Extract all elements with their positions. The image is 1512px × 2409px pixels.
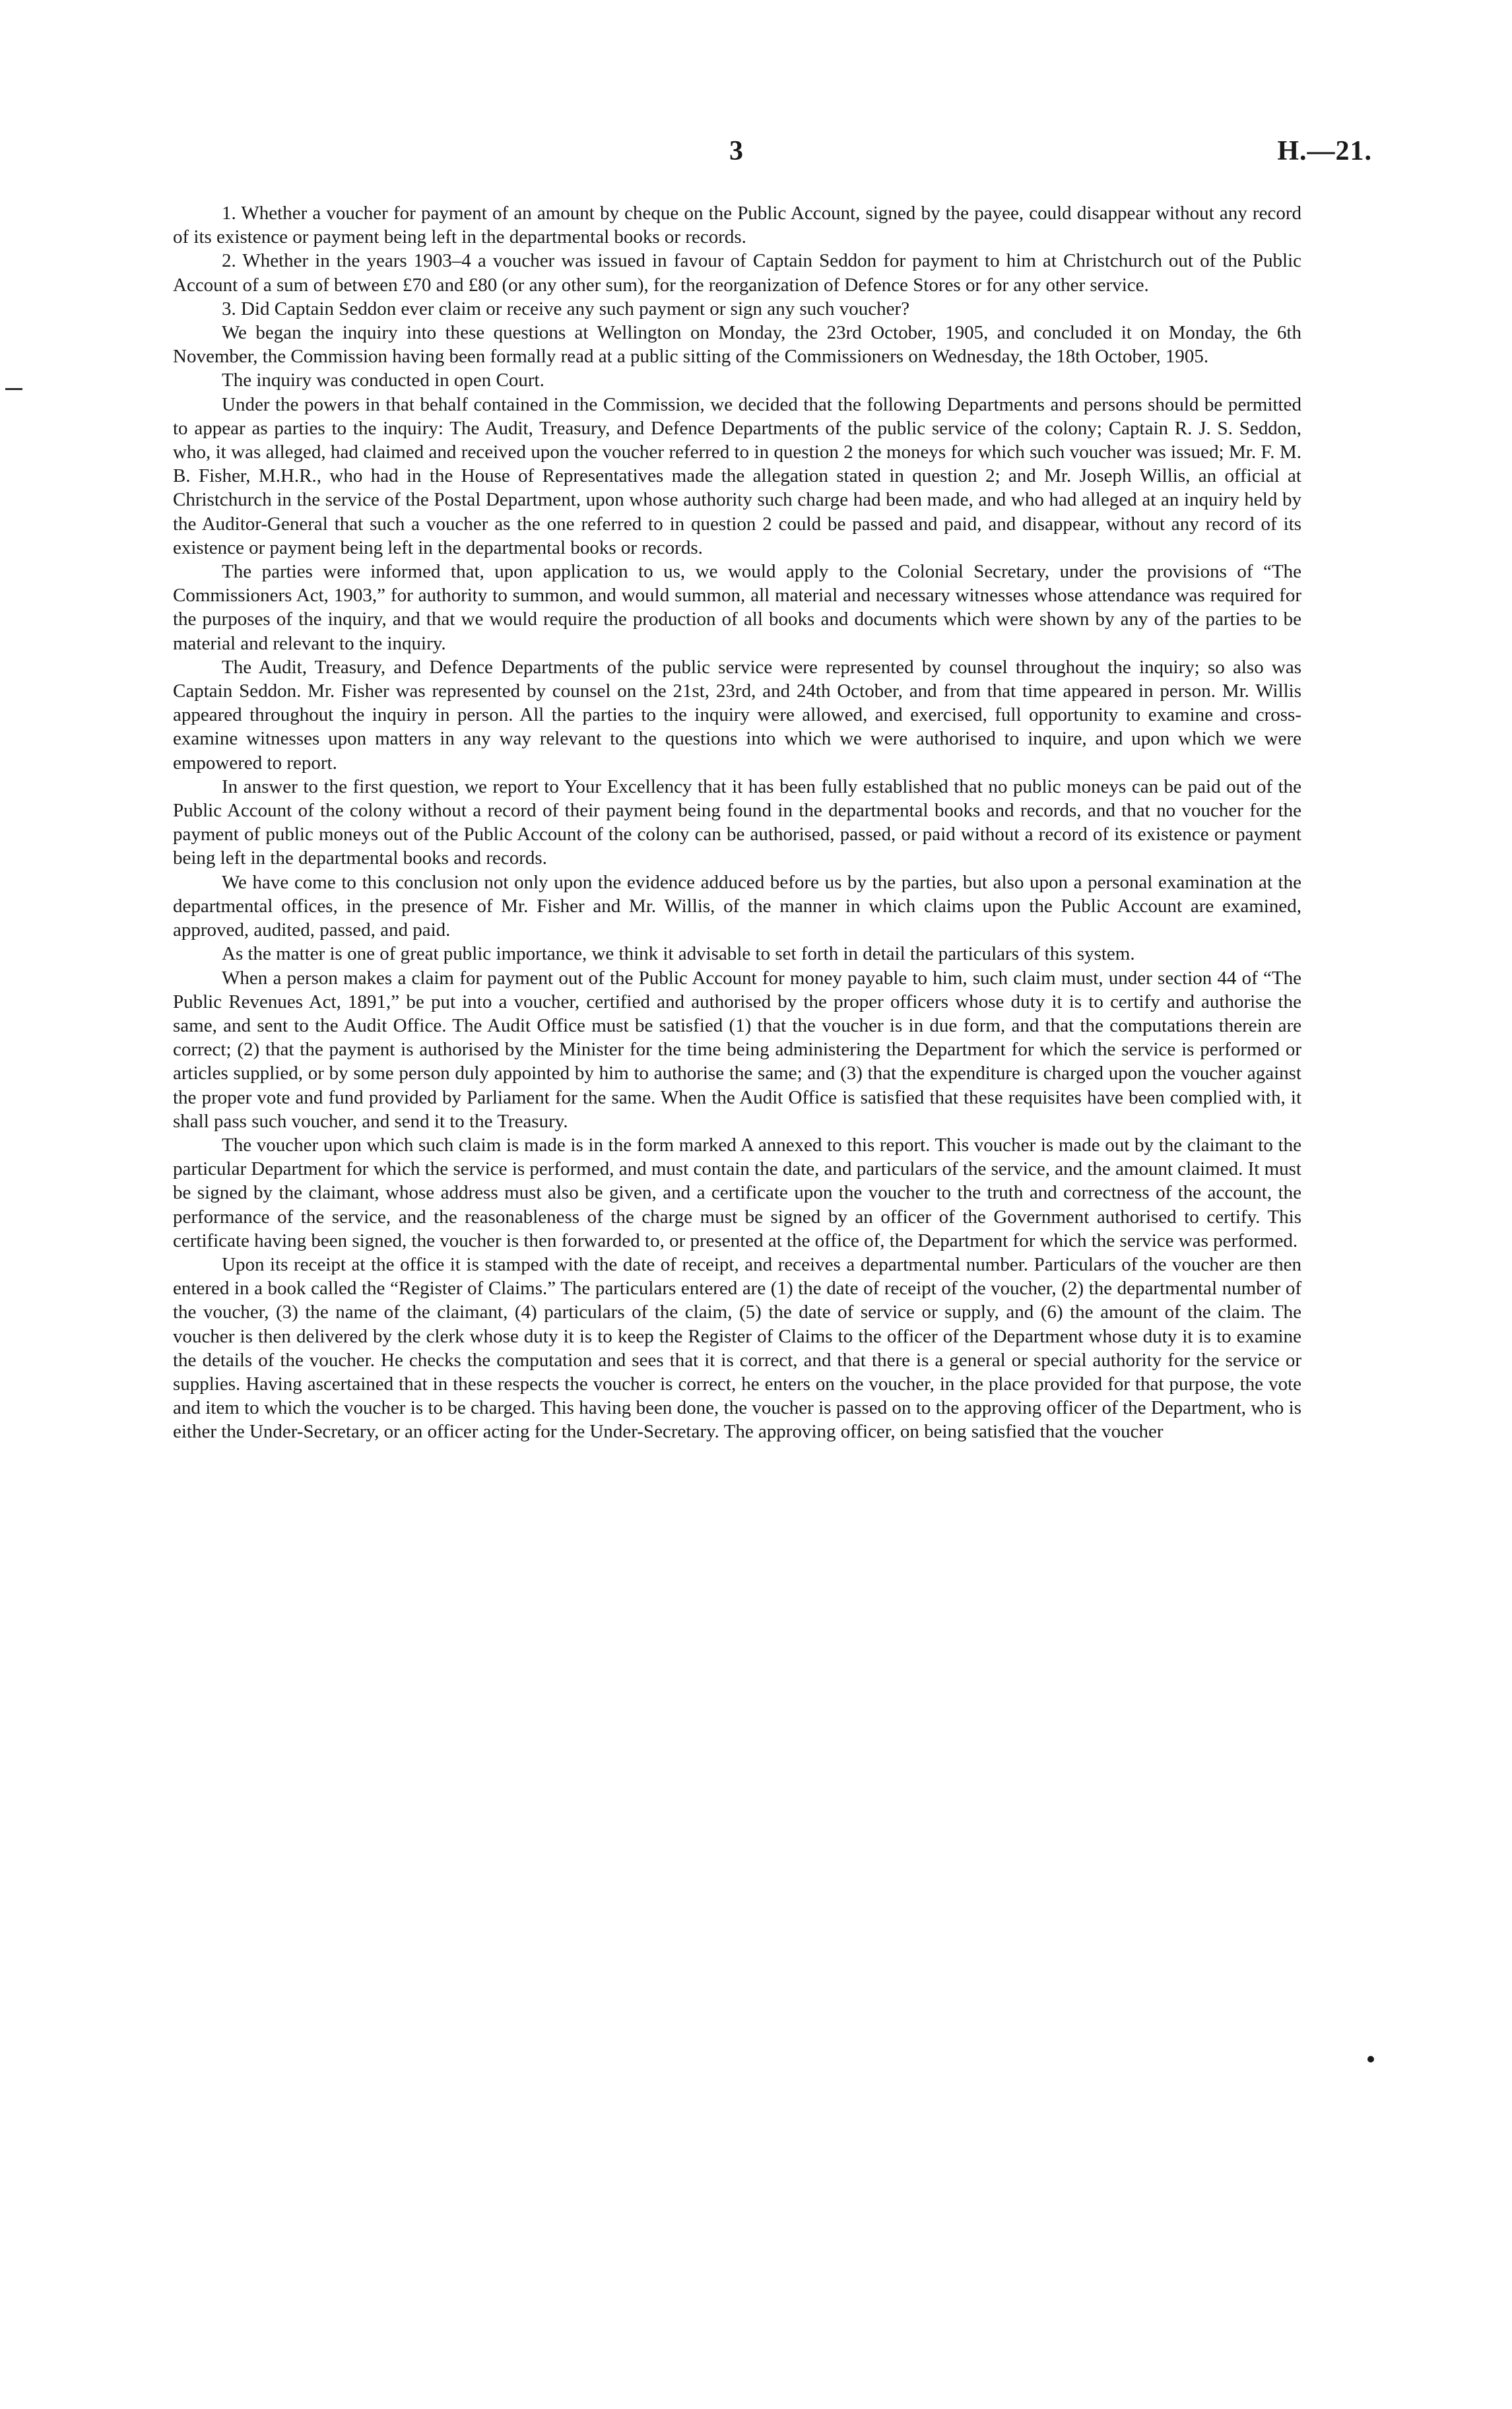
paragraph-question-2: 2. Whether in the years 1903–4 a voucher was issued in favour of Captain Seddon for payment to him at Christchurch out of the Public Account of a sum of between £70 and £80 (or any other sum), for the reorganization of Defence Stores or for any other service.	[173, 250, 1301, 296]
paragraph-importance: As the matter is one of great public importance, we think it advisable to set forth in detail the particulars of this system.	[222, 943, 1135, 965]
paragraph-first-answer: In answer to the first question, we report to Your Excellency that it has been fully established that no public moneys can be paid out of the Public Account of the colony without a record of their payment being found in the departmental books and records, and that no voucher for the payment of public moneys out of the Public Account of the colony can be authorised, passed, or paid without a record of its existence or payment being left in the departmental books and records.	[173, 776, 1301, 869]
paragraph-question-3: 3. Did Captain Seddon ever claim or receive any such payment or sign any such voucher?	[222, 298, 910, 319]
margin-mark	[5, 388, 22, 390]
paragraph-conclusion: We have come to this conclusion not only upon the evidence adduced before us by the parties, but also upon a personal examination at the departmental offices, in the presence of Mr. Fisher and Mr. Willis, of the manner in which claims upon the Public Account are examined, approved, audited, passed, and paid.	[173, 871, 1301, 941]
paragraph-inquiry-dates: We began the inquiry into these questions at Wellington on Monday, the 23rd October, 1905, and concluded it on Monday, the 6th November, the Commission having been formally read at a public sitting of the Commissioners on Wednesday, the 18th October, 1905.	[173, 322, 1301, 368]
paragraph-representation: The Audit, Treasury, and Defence Departments of the public service were represented by counsel throughout the inquiry; so also was Captain Seddon. Mr. Fisher was represented by counsel on the 21st, 23rd, and 24th October, and from that time appeared in person. Mr. Willis appeared throughout the inquiry in person. All the parties to the inquiry were allowed, and exercised, full opportunity to examine and cross-examine witnesses upon matters in any way relevant to the questions into which we were authorised to inquire, and upon which we were empowered to report.	[173, 656, 1301, 774]
page-header	[0, 135, 1512, 182]
paragraph-voucher-form: The voucher upon which such claim is made is in the form marked A annexed to this report. This voucher is made out by the claimant to the particular Department for which the service is performed, and must contain the date, and particulars of the service, and the amount claimed. It must be signed by the claimant, whose address must also be given, and a certificate upon the voucher to the truth and correctness of the account, the performance of the service, and the reasonableness of the charge must be signed by an officer of the Government authorised to certify. This certificate having been signed, the voucher is then forwarded to, or presented at the office of, the Department for which the service was performed.	[173, 1134, 1301, 1251]
document-reference: H.—21.	[1277, 136, 1372, 166]
paragraph-voucher-receipt: Upon its receipt at the office it is stamped with the date of receipt, and receives a departmental number. Particulars of the voucher are then entered in a book called the “Register of Claims.” The particulars entered are (1) the date of receipt of the voucher, (2) the departmental number of the voucher, (3) the name of the claimant, (4) particulars of the claim, (5) the date of service or supply, and (6) the amount of the claim. The voucher is then delivered by the clerk whose duty it is to keep the Register of Claims to the officer of the Department whose duty it is to examine the details of the voucher. He checks the computation and sees that it is correct, and that there is a general or special authority for the service or supplies. Having ascertained that in these respects the voucher is correct, he enters on the voucher, in the place provided for that purpose, the vote and item to which the voucher is to be charged. This having been done, the voucher is passed on to the approving officer of the Department, who is either the Under-Secretary, or an officer acting for the Under-Secretary. The approving officer, on being satisfied that the voucher	[173, 1253, 1301, 1443]
paragraph-witnesses: The parties were informed that, upon application to us, we would apply to the Colonial Secretary, under the provisions of “The Commissioners Act, 1903,” for authority to summon, and would summon, all material and necessary witnesses whose attendance was required for the purposes of the inquiry, and that we would require the production of all books and documents which were shown by any of the parties to be material and relevant to the inquiry.	[173, 561, 1301, 654]
paragraph-question-1: 1. Whether a voucher for payment of an amount by cheque on the Public Account, signed by the payee, could disappear without any record of its existence or payment being left in the departmental books or records.	[173, 203, 1301, 248]
paragraph-parties: Under the powers in that behalf contained in the Commission, we decided that the following Departments and persons should be permitted to appear as parties to the inquiry: The Audit, Treasury, and Defence Departments of the public service of the colony; Captain R. J. S. Seddon, who, it was alleged, had claimed and received upon the voucher referred to in question 2 the moneys for which such voucher was issued; Mr. F. M. B. Fisher, M.H.R., who had in the House of Representatives made the allegation stated in question 2; and Mr. Joseph Willis, an official at Christchurch in the service of the Postal Department, upon whose authority such charge had been made, and who had alleged at an inquiry held by the Auditor-General that such a voucher as the one referred to in question 2 could be passed and paid, and disappear, without any record of its existence or payment being left in the departmental books or records.	[173, 393, 1301, 558]
page-number: 3	[729, 136, 743, 166]
paragraph-claim-process: When a person makes a claim for payment out of the Public Account for money payable to him, such claim must, under section 44 of “The Public Revenues Act, 1891,” be put into a voucher, certified and authorised by the proper officers whose duty it is to certify and authorise the same, and sent to the Audit Office. The Audit Office must be satisfied (1) that the voucher is in due form, and that the computations therein are correct; (2) that the payment is authorised by the Minister for the time being administering the Department for which the service is performed or articles supplied, or by some person duly appointed by him to authorise the same; and (3) that the expenditure is charged upon the voucher against the proper vote and fund provided by Parliament for the same. When the Audit Office is satisfied that these requisites have been complied with, it shall pass such voucher, and send it to the Treasury.	[173, 967, 1301, 1132]
margin-dot	[1367, 2056, 1374, 2062]
paragraph-open-court: The inquiry was conducted in open Court.	[222, 370, 544, 391]
body-text	[173, 201, 1301, 1444]
